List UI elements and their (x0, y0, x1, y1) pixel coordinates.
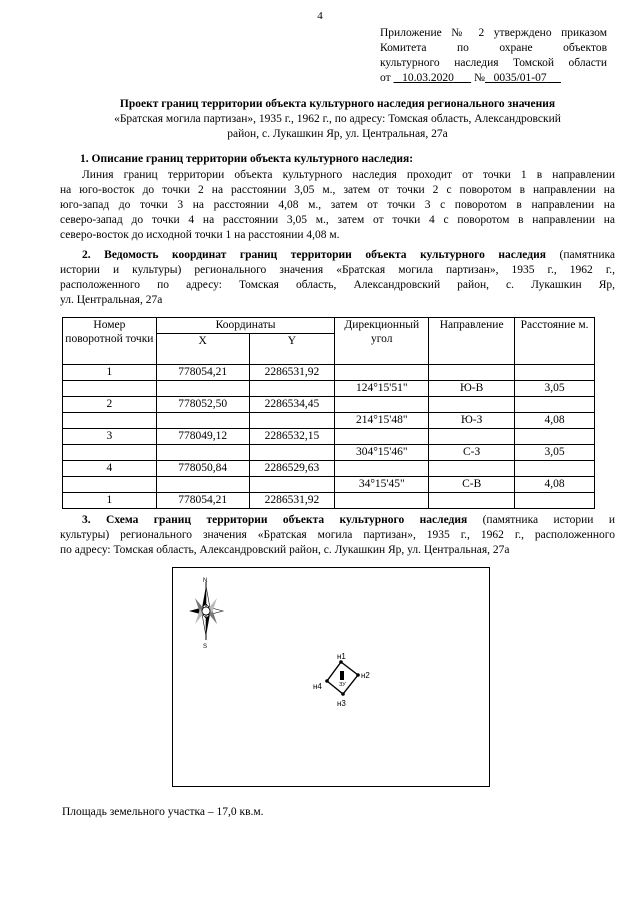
section-2-line: расположенного по адресу: Томская область, Александровский район, с. Лукашкин Яр, (60, 279, 615, 291)
compass-rose-icon (189, 578, 223, 650)
section-1-line: Линия границ территории объекта культурного наследия проходит от точки 1 в направлении (82, 169, 615, 181)
section-1-text (60, 168, 615, 243)
table-row (63, 397, 595, 413)
date-prefix: от (380, 72, 391, 84)
cell-x: 778050,84 (156, 461, 249, 477)
cell-angle (335, 397, 429, 413)
cell-distance (515, 397, 595, 413)
cell-direction (429, 397, 515, 413)
cell-point: 2 (63, 397, 157, 413)
appendix-date-line (380, 71, 607, 86)
order-number: 0035/01-07 (493, 72, 547, 84)
cell-x (156, 381, 249, 397)
cell-angle: 34°15'45" (335, 477, 429, 493)
section-2-line: истории и культуры) регионального значения «Братская могила партизан», 1935 г., 1962 г., (60, 264, 615, 276)
table-row (63, 429, 595, 445)
section-1-line: на юго-восток до точки 2 на расстоянии 3,05 м., затем от точки 2 с поворотом в направлении на (60, 184, 615, 196)
section-3-text (60, 513, 615, 558)
document-title (60, 97, 615, 142)
cell-angle (335, 365, 429, 381)
cell-y (249, 413, 335, 429)
cell-y: 2286529,63 (249, 461, 335, 477)
header-direction: Направление (429, 318, 515, 365)
table-row (63, 461, 595, 477)
appendix-approval-block (380, 26, 607, 86)
table-row (63, 445, 595, 461)
point-label-n4: н4 (313, 682, 322, 691)
cell-x (156, 477, 249, 493)
cell-x (156, 445, 249, 461)
appendix-line-3: культурного наследия Томской области (380, 57, 607, 69)
cell-point (63, 477, 157, 493)
cell-x: 778054,21 (156, 493, 249, 509)
land-area-note: Площадь земельного участка – 17,0 кв.м. (62, 806, 264, 818)
cell-y: 2286534,45 (249, 397, 335, 413)
header-y: Y (249, 334, 335, 365)
point-label-n2: н2 (361, 671, 370, 680)
cell-distance (515, 493, 595, 509)
cell-y: 2286531,92 (249, 493, 335, 509)
cell-x: 778054,21 (156, 365, 249, 381)
section-2-heading: 2. Ведомость координат границ территории объекта культурного наследия (памятника (82, 249, 616, 261)
cell-distance: 4,08 (515, 477, 595, 493)
cell-direction (429, 429, 515, 445)
title-bold: Проект границ территории объекта культурного наследия регионального значения (119, 98, 556, 110)
cell-point (63, 445, 157, 461)
cell-angle: 304°15'46" (335, 445, 429, 461)
cell-angle: 214°15'48" (335, 413, 429, 429)
scheme-drawing (173, 568, 489, 786)
point-label-n1: н1 (337, 652, 346, 661)
cell-x: 778049,12 (156, 429, 249, 445)
cell-angle (335, 429, 429, 445)
header-distance: Расстояние м. (515, 318, 595, 365)
section-1-line: северо-запад до точки 4 на расстоянии 3,05 м., затем от точки 4 с поворотом в направлении на (60, 214, 615, 226)
title-line-3: район, с. Лукашкин Яр, ул. Центральная, 27а (227, 128, 448, 140)
cell-y (249, 445, 335, 461)
section-1-heading: 1. Описание границ территории объекта культурного наследия: (80, 153, 414, 165)
section-3-heading: 3. Схема границ территории объекта культурного наследия (памятника истории и (82, 514, 615, 526)
cell-point (63, 381, 157, 397)
cell-distance: 3,05 (515, 445, 595, 461)
cell-point: 1 (63, 493, 157, 509)
compass-s-label: S (203, 644, 208, 650)
cell-direction: С-В (429, 477, 515, 493)
cell-point: 3 (63, 429, 157, 445)
section-3-line: по адресу: Томская область, Александровский район, с. Лукашкин Яр, ул. Центральная, 27а (60, 544, 510, 556)
appendix-line-1: Приложение № 2 утверждено приказом (380, 27, 607, 39)
monument-icon (340, 671, 344, 680)
cell-angle (335, 461, 429, 477)
cell-y: 2286532,15 (249, 429, 335, 445)
table-row (63, 477, 595, 493)
table-row (63, 493, 595, 509)
cell-distance (515, 429, 595, 445)
section-2-line: ул. Центральная, 27а (60, 294, 163, 306)
coordinates-table (62, 317, 595, 509)
cell-point: 4 (63, 461, 157, 477)
boundary-scheme (172, 567, 490, 787)
table-row (63, 413, 595, 429)
header-direction-angle: Дирекционный угол (335, 318, 429, 365)
header-coordinates: Координаты (156, 318, 335, 334)
cell-x: 778052,50 (156, 397, 249, 413)
boundary-polygon (313, 652, 370, 708)
section-2-text (60, 248, 615, 308)
section-1-line: юго-запад до точки 3 на расстоянии 4,08 м., затем от точки 3 с поворотом в направлении на (60, 199, 615, 211)
cell-distance: 3,05 (515, 381, 595, 397)
cell-y: 2286531,92 (249, 365, 335, 381)
number-prefix: № (474, 72, 485, 84)
cell-point (63, 413, 157, 429)
cell-point: 1 (63, 365, 157, 381)
section-3-line: культуры) регионального значения «Братская могила партизан», 1935 г., 1962 г., расположенного (60, 529, 615, 541)
point-label-n3: н3 (337, 699, 346, 708)
cell-y (249, 477, 335, 493)
cell-x (156, 413, 249, 429)
cell-direction: С-З (429, 445, 515, 461)
section-1-line: северо-восток до исходной точки 1 на расстоянии 4,08 м. (60, 229, 340, 241)
compass-n-label: N (203, 578, 208, 584)
zone-label: ЗУ (339, 682, 346, 688)
cell-angle (335, 493, 429, 509)
table-row (63, 381, 595, 397)
cell-distance: 4,08 (515, 413, 595, 429)
header-point-number: Номер поворотной точки (63, 318, 157, 365)
cell-direction: Ю-В (429, 381, 515, 397)
table-row (63, 365, 595, 381)
cell-direction: Ю-З (429, 413, 515, 429)
cell-y (249, 381, 335, 397)
cell-direction (429, 493, 515, 509)
coordinates-table-body (63, 365, 595, 509)
title-line-2: «Братская могила партизан», 1935 г., 1962 г., по адресу: Томская область, Александровский (114, 113, 561, 125)
cell-direction (429, 365, 515, 381)
page-number: 4 (317, 10, 323, 22)
table-header-row (63, 318, 595, 334)
header-x: X (156, 334, 249, 365)
cell-distance (515, 461, 595, 477)
cell-direction (429, 461, 515, 477)
appendix-line-2: Комитета по охране объектов (380, 42, 607, 54)
cell-angle: 124°15'51" (335, 381, 429, 397)
cell-distance (515, 365, 595, 381)
order-date: 10.03.2020 (402, 72, 454, 84)
